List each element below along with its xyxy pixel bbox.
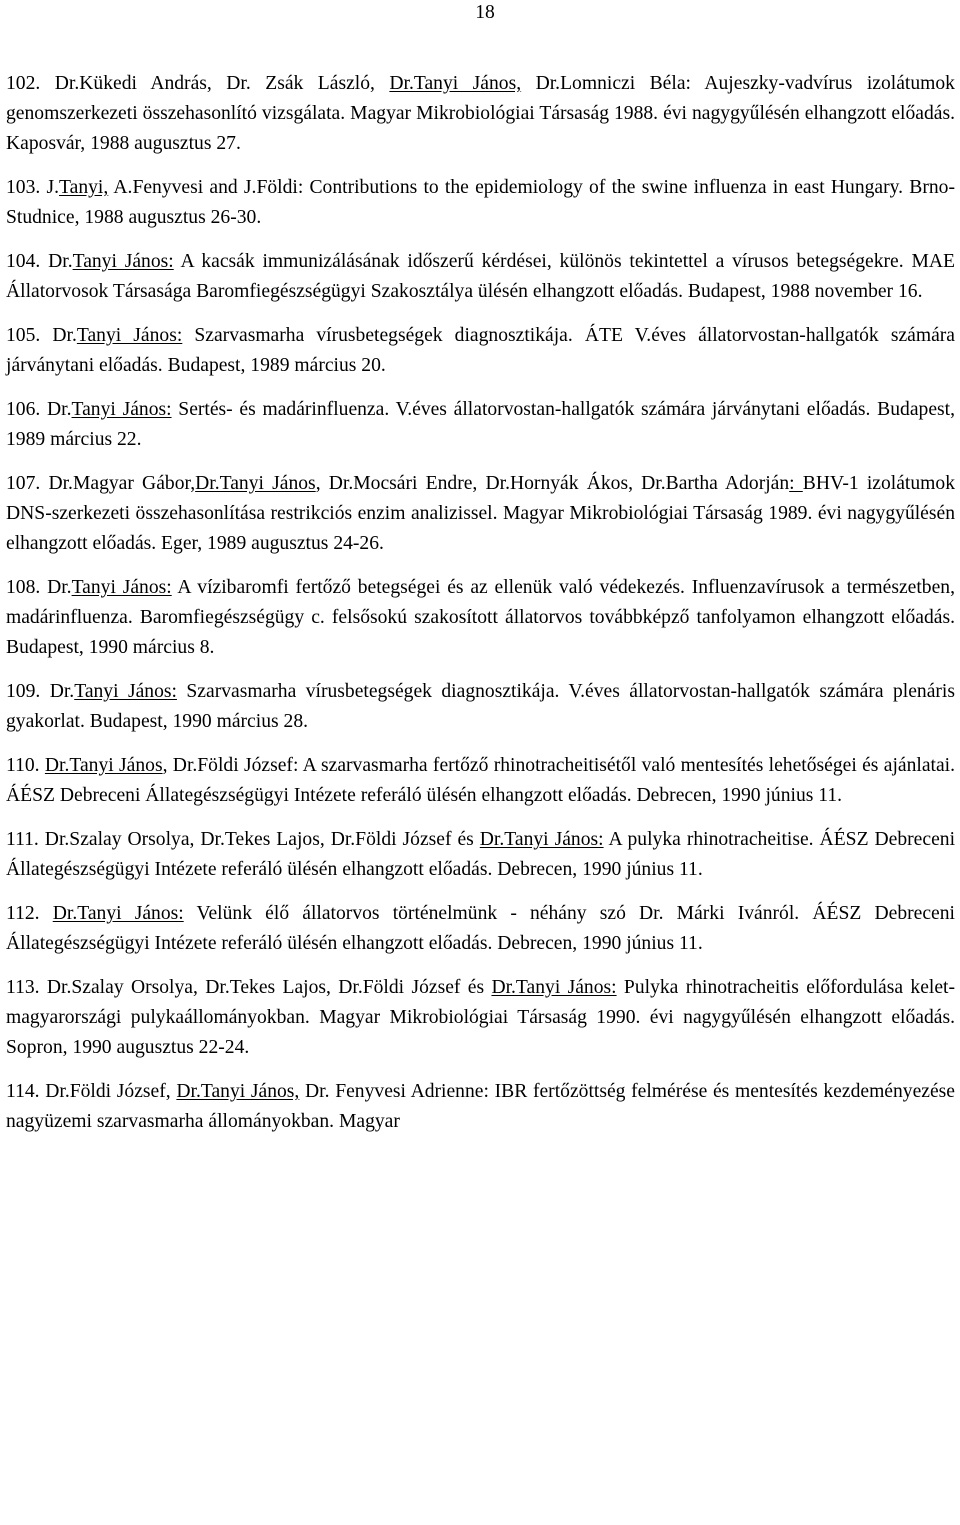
entry-text: 114. Dr.Földi József, <box>6 1081 177 1102</box>
entry-text: , Dr.Földi József: A szarvasmarha fertőző rhinotracheitisétől való mentesítés lehetőségei és ajánlatai. ÁÉSZ Debreceni Állategészségügyi Intézete referáló ülésén elhangzott előadás. Debrecen, 1990 június 11. <box>6 755 956 806</box>
entry-text: 111. Dr.Szalay Orsolya, Dr.Tekes Lajos, Dr.Földi József és <box>6 829 480 850</box>
entry-text: 109. Dr. <box>6 681 75 702</box>
publication-entry <box>6 825 955 885</box>
underlined-author-text: Dr.Tanyi János <box>195 473 316 494</box>
entry-text: Dr.Lomniczi Béla: Aujeszky-vadvírus izolátumok genomszerkezeti összehasonlító vizsgálata. Magyar Mikrobiológiai Társaság 1988. évi nagygyűlésén elhangzott előadás. Kaposvár, 1988 augusztus 27. <box>6 73 955 154</box>
publication-entry <box>6 973 955 1063</box>
entry-text: 110. <box>6 755 45 776</box>
publication-entry <box>6 395 955 455</box>
entry-text: Velünk élő állatorvos történelmünk - néhány szó Dr. Márki Ivánról. ÁÉSZ Debreceni Állategészségügyi Intézete referáló ülésén elhangzott előadás. Debrecen, 1990 június 11. <box>6 903 955 954</box>
page-number: 18 <box>475 2 495 23</box>
publication-entry <box>6 1077 955 1137</box>
underlined-author-text: Tanyi János: <box>74 681 177 702</box>
underlined-author-text: Dr.Tanyi János: <box>52 903 184 924</box>
entry-text: 103. J. <box>6 177 60 198</box>
underlined-author-text: Dr.Tanyi János <box>44 755 163 776</box>
entry-text: 113. Dr.Szalay Orsolya, Dr.Tekes Lajos, Dr.Földi József és <box>6 977 492 998</box>
underlined-author-text: : <box>789 473 803 494</box>
underlined-author-text: Dr.Tanyi János, <box>389 73 522 94</box>
entry-text: Szarvasmarha vírusbetegségek diagnosztikája. V.éves állatorvostan-hallgatók számára plenáris gyakorlat. Budapest, 1990 március 28. <box>6 681 955 732</box>
publication-entry <box>6 469 955 559</box>
publication-entry <box>6 899 955 959</box>
entry-text: 105. Dr. <box>6 325 77 346</box>
entry-text: 112. <box>6 903 53 924</box>
underlined-author-text: Tanyi János: <box>76 325 183 346</box>
publication-entry <box>6 321 955 381</box>
entry-text: 106. Dr. <box>6 399 72 420</box>
publication-entry <box>6 173 955 233</box>
entry-text: Dr. Fenyvesi Adrienne: IBR fertőzöttség felmérése és mentesítés kezdeményezése nagyüzemi szarvasmarha állományokban. Magyar <box>6 1081 956 1132</box>
entry-text: Sertés- és madárinfluenza. V.éves állatorvostan-hallgatók számára járványtani előadás. Budapest, 1989 március 22. <box>6 399 955 450</box>
entry-text: A.Fenyvesi and J.Földi: Contributions to the epidemiology of the swine influenza in east Hungary. Brno-Studnice, 1988 augusztus 26-30. <box>6 177 955 228</box>
entry-text: Pulyka rhinotracheitis előfordulása kelet-magyarországi pulykaállományokban. Magyar Mikrobiológiai Társaság 1990. évi nagygyűlésén elhangzott előadás. Sopron, 1990 augusztus 22-24. <box>6 977 955 1058</box>
entry-text: BHV-1 izolátumok DNS-szerkezeti összehasonlítása restrikciós enzim analizissel. Magyar Mikrobiológiai Társaság 1989. évi nagygyűlésén elhangzott előadás. Eger, 1989 augusztus 24-26. <box>6 473 955 554</box>
entry-text: A kacsák immunizálásának időszerű kérdései, különös tekintettel a vírusos betegségekre. MAE Állatorvosok Társasága Baromfiegészségügyi Szakosztálya ülésén elhangzott előadás. Budapest, 1988 november 16. <box>6 251 956 302</box>
underlined-author-text: Tanyi, <box>59 177 109 198</box>
entry-text: 107. Dr.Magyar Gábor, <box>6 473 196 494</box>
underlined-author-text: Tanyi János: <box>71 577 172 598</box>
underlined-author-text: Dr.Tanyi János: <box>479 829 604 850</box>
publication-entry <box>6 573 955 663</box>
underlined-author-text: Dr.Tanyi János, <box>176 1081 300 1102</box>
entry-text: , Dr.Mocsári Endre, Dr.Hornyák Ákos, Dr.Bartha Adorján <box>315 473 790 494</box>
publication-entry <box>6 751 955 811</box>
publication-entry <box>6 247 955 307</box>
entry-text: 108. Dr. <box>6 577 72 598</box>
entry-text: Szarvasmarha vírusbetegségek diagnosztikája. ÁTE V.éves állatorvostan-hallgatók számára járványtani előadás. Budapest, 1989 március 20. <box>6 325 955 376</box>
underlined-author-text: Tanyi János: <box>71 399 172 420</box>
publication-list <box>6 69 955 1151</box>
underlined-author-text: Dr.Tanyi János: <box>491 977 617 998</box>
entry-text: 102. Dr.Kükedi András, Dr. Zsák László, <box>6 73 390 94</box>
publication-entry <box>6 69 955 159</box>
entry-text: 104. Dr. <box>6 251 73 272</box>
publication-entry <box>6 677 955 737</box>
entry-text: A pulyka rhinotracheitise. ÁÉSZ Debreceni Állategészségügyi Intézete referáló ülésén elhangzott előadás. Debrecen, 1990 június 11. <box>6 829 956 880</box>
underlined-author-text: Tanyi János: <box>72 251 174 272</box>
entry-text: A vízibaromfi fertőző betegségei és az ellenük való védekezés. Influenzavírusok a természetben, madárinfluenza. Baromfiegészségügy c. felsősokú szakosított állatorvos továbbképző tanfolyamon elhangzott előadás. Budapest, 1990 március 8. <box>6 577 955 658</box>
